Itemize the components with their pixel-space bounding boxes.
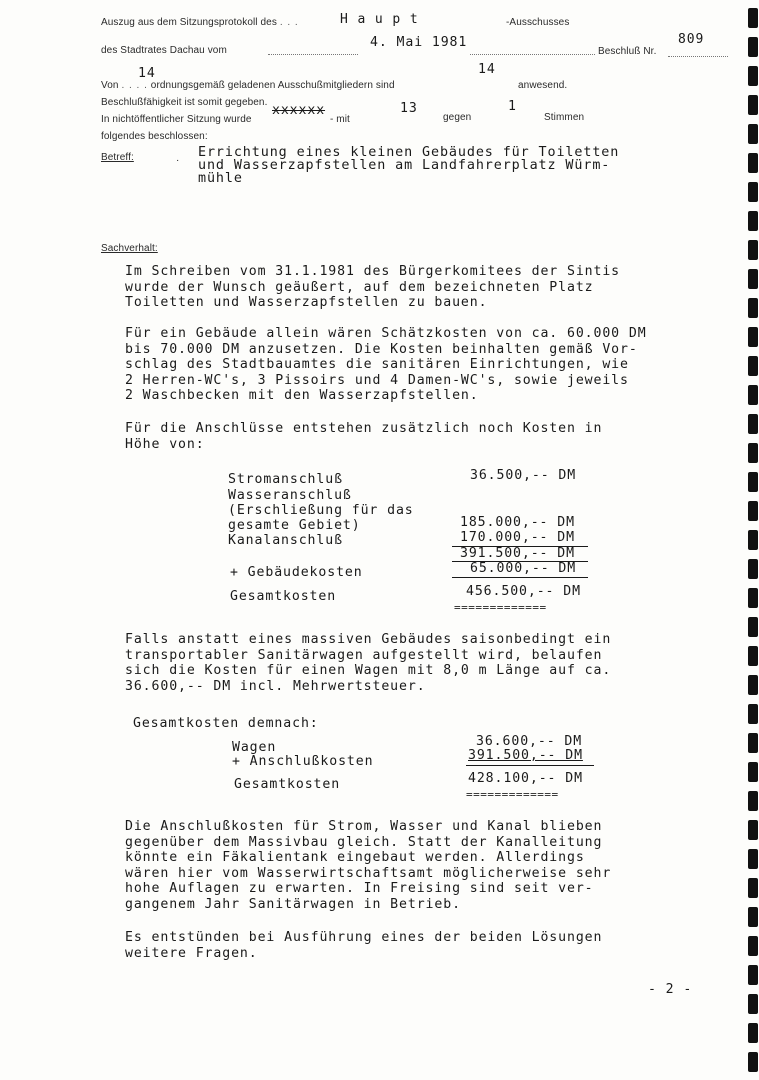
cost-wasser-note-1: (Erschließung für das bbox=[228, 503, 414, 518]
binding-hole bbox=[748, 66, 758, 86]
cost-building-label: + Gebäudekosten bbox=[230, 565, 363, 580]
sum-rule bbox=[452, 577, 588, 578]
binding-hole bbox=[748, 501, 758, 521]
paragraph-2 bbox=[125, 326, 685, 404]
committee-name: H a u p t bbox=[340, 12, 419, 27]
subject-line-2: und Wasserzapfstellen am Landfahrerplatz Würm- bbox=[198, 158, 611, 173]
binding-hole bbox=[748, 37, 758, 57]
paragraph-3 bbox=[125, 421, 685, 452]
p2-line-5: 2 Waschbecken mit den Wasserzapfstellen. bbox=[125, 388, 479, 403]
cost-strom-value: 36.500,-- DM bbox=[470, 468, 577, 483]
binding-hole bbox=[748, 8, 758, 28]
double-rule: ============= bbox=[466, 788, 559, 801]
p6-line-1: Es entstünden bei Ausführung eines der beiden Lösungen bbox=[125, 930, 603, 945]
p4-line-1: Falls anstatt eines massiven Gebäudes saisonbedingt ein bbox=[125, 632, 612, 647]
p1-line-1: Im Schreiben vom 31.1.1981 des Bürgerkomitees der Sintis bbox=[125, 264, 621, 279]
binding-hole bbox=[748, 385, 758, 405]
cost-subtotal-value: 391.500,-- DM bbox=[460, 546, 575, 561]
cost-total-value: 456.500,-- DM bbox=[466, 584, 581, 599]
binding-hole bbox=[748, 936, 758, 956]
cost2-total-label: Gesamtkosten bbox=[234, 777, 341, 792]
binding-hole bbox=[748, 327, 758, 347]
resolved-line: folgendes beschlossen: bbox=[101, 131, 208, 142]
header-suffix-1: -Ausschusses bbox=[506, 17, 570, 28]
p1-line-3: Toiletten und Wasserzapfstellen zu bauen. bbox=[125, 295, 488, 310]
section-label: Sachverhalt: bbox=[101, 243, 158, 254]
binding-hole bbox=[748, 588, 758, 608]
members-present: 14 bbox=[478, 62, 496, 77]
binding-hole bbox=[748, 994, 758, 1014]
resolution-label: Beschluß Nr. bbox=[598, 46, 657, 57]
binding-hole bbox=[748, 269, 758, 289]
binding-hole bbox=[748, 443, 758, 463]
binding-hole bbox=[748, 965, 758, 985]
cost-wasser-note-2: gesamte Gebiet) bbox=[228, 518, 361, 533]
header-line-3: Von . . . . ordnungsgemäß geladenen Ausschußmitgliedern sind bbox=[101, 80, 395, 91]
header-mid-3: ordnungsgemäß geladenen Ausschußmitgliedern sind bbox=[150, 80, 395, 91]
binding-hole bbox=[748, 762, 758, 782]
cost-strom-label: Stromanschluß bbox=[228, 472, 343, 487]
resolution-number: 809 bbox=[678, 32, 705, 47]
cost-anschluss-label: + Anschlußkosten bbox=[232, 754, 374, 769]
paragraph-1 bbox=[125, 264, 685, 311]
binding-hole bbox=[748, 617, 758, 637]
header-prefix-2: des Stadtrates Dachau vom bbox=[101, 45, 227, 56]
struck-text: xxxxxx bbox=[272, 103, 326, 118]
votes-label: Stimmen bbox=[544, 112, 585, 123]
binding-hole bbox=[748, 559, 758, 579]
paragraph-5 bbox=[125, 819, 685, 912]
header-suffix-3: anwesend. bbox=[518, 80, 568, 91]
paragraph-4 bbox=[125, 632, 685, 694]
subject-text bbox=[198, 146, 678, 185]
dotted-fill bbox=[470, 54, 595, 55]
p2-line-1: Für ein Gebäude allein wären Schätzkosten von ca. 60.000 DM bbox=[125, 326, 647, 341]
header-line-1: Auszug aus dem Sitzungsprotokoll des . . . bbox=[101, 17, 299, 28]
cost-wasser-value: 185.000,-- DM bbox=[460, 515, 575, 530]
binding-hole bbox=[748, 240, 758, 260]
p2-line-2: bis 70.000 DM anzusetzen. Die Kosten beinhalten gemäß Vor- bbox=[125, 341, 638, 357]
binding-strip bbox=[745, 0, 759, 1080]
subject-line-3: mühle bbox=[198, 171, 243, 186]
p5-line-4: wären hier vom Wasserwirtschaftsamt möglicherweise sehr bbox=[125, 865, 612, 881]
p4-line-4: 36.600,-- DM incl. Mehrwertsteuer. bbox=[125, 678, 426, 694]
binding-hole bbox=[748, 907, 758, 927]
cost-wagen-label: Wagen bbox=[232, 740, 277, 755]
header-prefix-5: In nichtöffentlicher Sitzung wurde bbox=[101, 114, 252, 125]
dotted-fill bbox=[268, 54, 358, 55]
binding-hole bbox=[748, 472, 758, 492]
cost-kanal-label: Kanalanschluß bbox=[228, 533, 343, 548]
binding-hole bbox=[748, 1023, 758, 1043]
binding-hole bbox=[748, 530, 758, 550]
binding-hole bbox=[748, 356, 758, 376]
cost-wagen-value: 36.600,-- DM bbox=[476, 734, 583, 749]
dotted-fill bbox=[668, 56, 728, 57]
costs2-heading: Gesamtkosten demnach: bbox=[133, 716, 319, 731]
p4-line-3: sich die Kosten für einen Wagen mit 8,0 m Länge auf ca. bbox=[125, 663, 612, 678]
binding-hole bbox=[748, 820, 758, 840]
p2-line-3: schlag des Stadtbauamtes die sanitären Einrichtungen, wie bbox=[125, 357, 629, 372]
sum-rule bbox=[466, 765, 594, 766]
binding-hole bbox=[748, 298, 758, 318]
subject-bullet: · bbox=[176, 155, 180, 166]
header-prefix-3: Von bbox=[101, 80, 119, 91]
binding-hole bbox=[748, 1052, 758, 1072]
binding-hole bbox=[748, 675, 758, 695]
p2-line-4: 2 Herren-WC's, 3 Pissoirs und 4 Damen-WC's, sowie jeweils bbox=[125, 372, 629, 388]
cost2-total-value: 428.100,-- DM bbox=[468, 771, 583, 786]
cost-anschluss-value: 391.500,-- DM bbox=[468, 748, 583, 763]
cost-building-value: 65.000,-- DM bbox=[470, 561, 577, 576]
p5-line-2: gegenüber dem Massivbau gleich. Statt der Kanalleitung bbox=[125, 834, 603, 850]
subject-label: Betreff: bbox=[101, 152, 134, 163]
header-mid-5: - mit bbox=[330, 114, 350, 125]
binding-hole bbox=[748, 95, 758, 115]
p5-line-3: könnte ein Fäkalientank eingebaut werden. Allerdings bbox=[125, 850, 585, 865]
p6-line-2: weitere Fragen. bbox=[125, 945, 258, 961]
header-line-5 bbox=[101, 114, 252, 125]
cost-total-label: Gesamtkosten bbox=[230, 589, 337, 604]
against-label: gegen bbox=[443, 112, 472, 123]
binding-hole bbox=[748, 878, 758, 898]
members-total: 14 bbox=[138, 66, 156, 81]
meeting-date: 4. Mai 1981 bbox=[370, 35, 468, 50]
votes-against: 1 bbox=[508, 99, 517, 114]
binding-hole bbox=[748, 849, 758, 869]
p5-line-6: gangenem Jahr Sanitärwagen in Betrieb. bbox=[125, 896, 461, 912]
cost-kanal-value: 170.000,-- DM bbox=[460, 530, 575, 545]
votes-for: 13 bbox=[400, 101, 418, 116]
binding-hole bbox=[748, 646, 758, 666]
quorum-line: Beschlußfähigkeit ist somit gegeben. bbox=[101, 97, 268, 108]
double-rule: ============= bbox=[454, 601, 547, 614]
p5-line-5: hohe Auflagen zu erwarten. In Freising sind seit ver- bbox=[125, 881, 594, 896]
page-marker: - 2 - bbox=[648, 982, 693, 997]
binding-hole bbox=[748, 211, 758, 231]
subject-line-1: Errichtung eines kleinen Gebäudes für Toiletten bbox=[198, 145, 620, 160]
p5-line-1: Die Anschlußkosten für Strom, Wasser und Kanal blieben bbox=[125, 819, 603, 834]
binding-hole bbox=[748, 733, 758, 753]
binding-hole bbox=[748, 414, 758, 434]
header-line-2 bbox=[101, 45, 227, 56]
header-prefix-1: Auszug aus dem Sitzungsprotokoll des bbox=[101, 17, 277, 28]
binding-hole bbox=[748, 153, 758, 173]
binding-hole bbox=[748, 182, 758, 202]
p1-line-2: wurde der Wunsch geäußert, auf dem bezeichneten Platz bbox=[125, 279, 594, 295]
binding-hole bbox=[748, 704, 758, 724]
binding-hole bbox=[748, 124, 758, 144]
p4-line-2: transportabler Sanitärwagen aufgestellt wird, belaufen bbox=[125, 647, 603, 663]
paragraph-6 bbox=[125, 930, 685, 961]
p3-line-1: Für die Anschlüsse entstehen zusätzlich noch Kosten in bbox=[125, 421, 603, 436]
cost-wasser-label: Wasseranschluß bbox=[228, 488, 352, 503]
binding-hole bbox=[748, 791, 758, 811]
p3-line-2: Höhe von: bbox=[125, 436, 205, 452]
